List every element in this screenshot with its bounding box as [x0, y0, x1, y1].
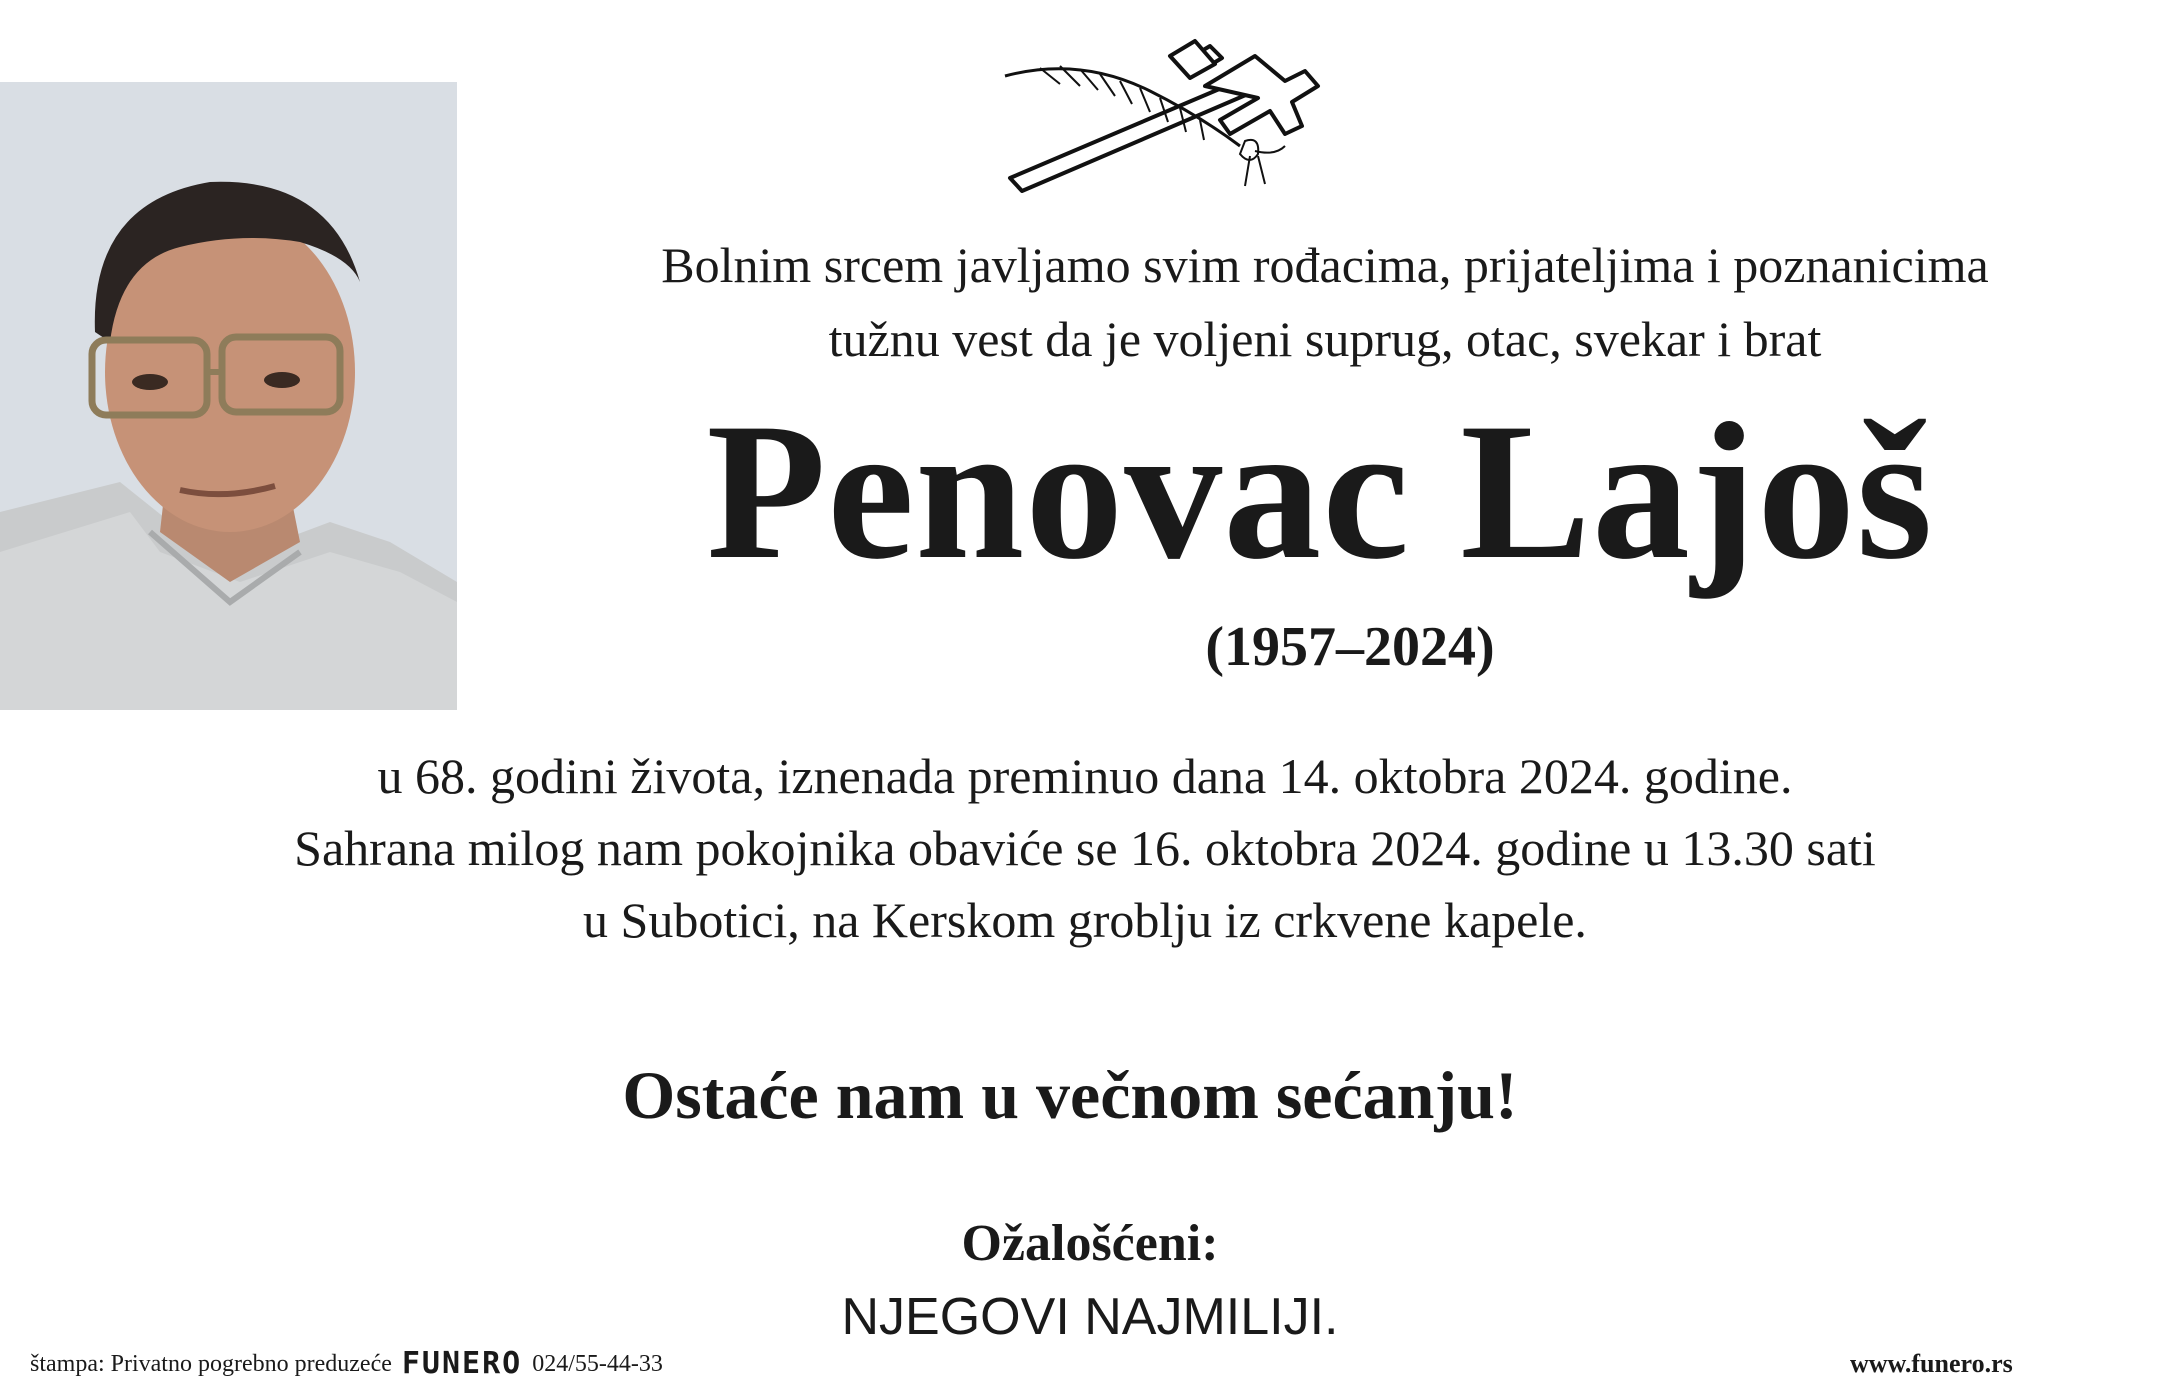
cross-with-palm-branch-icon	[1000, 36, 1330, 196]
life-years: (1957–2024)	[1205, 616, 1495, 678]
remembrance-line: Ostaće nam u večnom sećanju!	[622, 1057, 1518, 1133]
intro-line: tužnu vest da je voljeni suprug, otac, svekar i brat	[828, 311, 1822, 367]
body-line: u Subotici, na Kerskom groblju iz crkvene kapele.	[583, 892, 1587, 948]
print-label: štampa: Privatno pogrebno preduzeće	[30, 1351, 392, 1377]
phone-number: 024/55-44-33	[532, 1351, 663, 1377]
deceased-photo	[0, 82, 457, 710]
notice-body	[40, 740, 2130, 956]
mourners-list: NJEGOVI NAJMILIJI.	[841, 1288, 1339, 1346]
body-line: Sahrana milog nam pokojnika obaviće se 16. oktobra 2024. godine u 13.30 sati	[294, 820, 1876, 876]
mourners-title: Ožalošćeni:	[961, 1215, 1219, 1272]
intro-text	[475, 228, 2169, 376]
website-link[interactable]: www.funero.rs	[1850, 1349, 2013, 1378]
deceased-name: Penovac Lajoš	[706, 383, 1934, 600]
funero-logo: FUNERO	[401, 1346, 523, 1381]
footer-print-info	[30, 1346, 663, 1381]
intro-line: Bolnim srcem javljamo svim rođacima, prijateljima i poznanicima	[661, 237, 1989, 293]
body-line: u 68. godini života, iznenada preminuo dana 14. oktobra 2024. godine.	[377, 748, 1793, 804]
